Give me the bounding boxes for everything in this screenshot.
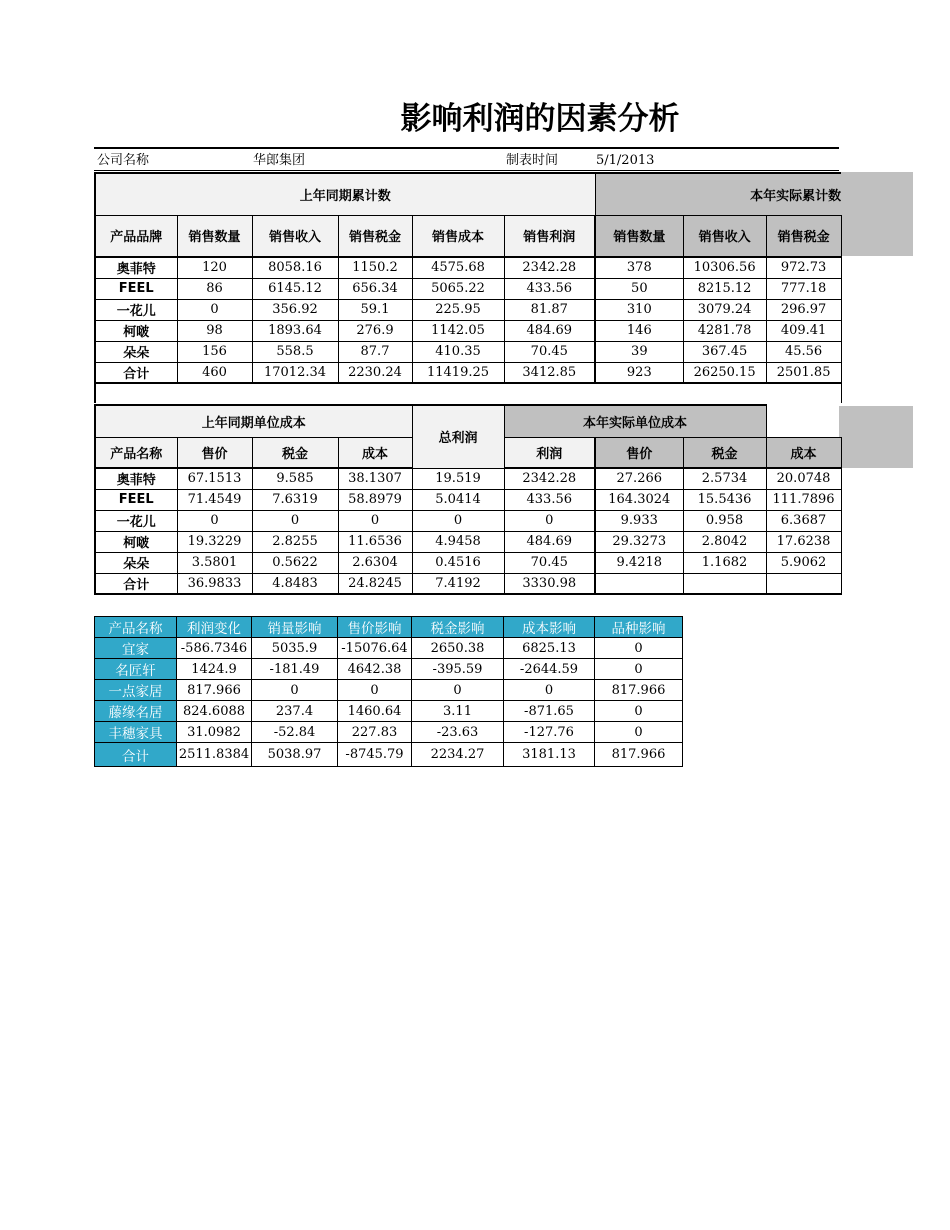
cell: -15076.64 (338, 638, 412, 659)
cell: 5.9062 (766, 552, 841, 573)
cell: 5.0414 (412, 489, 504, 510)
info-rule (94, 170, 839, 171)
cell: 2342.28 (504, 468, 595, 489)
table-row (95, 743, 683, 767)
cell: 8215.12 (683, 278, 766, 299)
cell: 9.933 (595, 510, 683, 531)
cell: 5038.97 (252, 743, 338, 767)
cell: 7.6319 (252, 489, 338, 510)
table2-header-overflow (839, 406, 913, 468)
col-header: 成本 (338, 437, 412, 468)
cell: 409.41 (766, 320, 841, 341)
table-row (95, 552, 841, 573)
cell: 0 (252, 510, 338, 531)
col-header: 税金 (683, 437, 766, 468)
col-header: 利润 (504, 437, 595, 468)
cell: 70.45 (504, 341, 595, 362)
cell: -8745.79 (338, 743, 412, 767)
row-label: 合计 (95, 743, 177, 767)
date-value: 5/1/2013 (596, 153, 655, 168)
cell (766, 573, 841, 594)
cell: 45.56 (766, 341, 841, 362)
cell: 3330.98 (504, 573, 595, 594)
cell: -52.84 (252, 722, 338, 743)
col-header: 销售收入 (683, 215, 766, 257)
table-row (95, 510, 841, 531)
title-rule (94, 147, 839, 149)
cell: -586.7346 (177, 638, 252, 659)
row-label: 柯啵 (95, 531, 177, 552)
col-header: 销售数量 (177, 215, 252, 257)
cell: 36.9833 (177, 573, 252, 594)
company-label: 公司名称 (97, 153, 150, 168)
cell: 0 (252, 680, 338, 701)
cell: 4.9458 (412, 531, 504, 552)
cell: 120 (177, 257, 252, 278)
cell: 50 (595, 278, 683, 299)
col-header: 利润变化 (177, 617, 252, 638)
cell: 29.3273 (595, 531, 683, 552)
cell: 0 (338, 510, 412, 531)
table-row (95, 489, 841, 510)
cell: 817.966 (177, 680, 252, 701)
cell: 2.8042 (683, 531, 766, 552)
table-row (95, 320, 841, 341)
cell: 19.3229 (177, 531, 252, 552)
cell (595, 573, 683, 594)
cell: 20.0748 (766, 468, 841, 489)
cell: 9.4218 (595, 552, 683, 573)
cell: 0.958 (683, 510, 766, 531)
table-row (95, 573, 841, 594)
row-label: 一点家居 (95, 680, 177, 701)
cell: 2511.8384 (177, 743, 252, 767)
group-header-this-year: 本年实际累计数 (595, 173, 841, 215)
row-label: 一花儿 (95, 510, 177, 531)
cell (683, 573, 766, 594)
cell: 3181.13 (504, 743, 595, 767)
cell: 558.5 (252, 341, 338, 362)
date-label: 制表时间 (506, 153, 559, 168)
table-row (95, 468, 841, 489)
cell: 0 (504, 680, 595, 701)
cell: 4.8483 (252, 573, 338, 594)
cell: 484.69 (504, 531, 595, 552)
cell: 11.6536 (338, 531, 412, 552)
cell: 2342.28 (504, 257, 595, 278)
group-header-last-year-unit: 上年同期单位成本 (95, 405, 412, 437)
cell: 0 (412, 510, 504, 531)
table-row (95, 722, 683, 743)
cell: 4642.38 (338, 659, 412, 680)
col-header: 销售利润 (504, 215, 595, 257)
page-title: 影响利润的因素分析 (400, 101, 680, 137)
col-header: 售价影响 (338, 617, 412, 638)
cell: 86 (177, 278, 252, 299)
col-header: 销售收入 (252, 215, 338, 257)
cell: 5065.22 (412, 278, 504, 299)
col-header: 销售税金 (338, 215, 412, 257)
col-header: 销售数量 (595, 215, 683, 257)
group-header-last-year: 上年同期累计数 (95, 173, 595, 215)
company-value: 华郎集团 (253, 153, 306, 168)
cell: 4281.78 (683, 320, 766, 341)
row-label: 名匠轩 (95, 659, 177, 680)
cell: 2234.27 (412, 743, 504, 767)
cell: 0 (177, 299, 252, 320)
cell: 15.5436 (683, 489, 766, 510)
cell: 10306.56 (683, 257, 766, 278)
col-header: 产品名称 (95, 617, 177, 638)
table-profit-factors (94, 616, 683, 767)
table-row (95, 659, 683, 680)
cell: 296.97 (766, 299, 841, 320)
table-row (95, 680, 683, 701)
total-profit-header: 总利润 (412, 405, 504, 468)
cell: 817.966 (595, 743, 683, 767)
cell: 2.5734 (683, 468, 766, 489)
cell: 9.585 (252, 468, 338, 489)
cell: 410.35 (412, 341, 504, 362)
table-row (95, 531, 841, 552)
row-label: 柯啵 (95, 320, 177, 341)
cell: -127.76 (504, 722, 595, 743)
cell: 0 (595, 659, 683, 680)
cell: 1150.2 (338, 257, 412, 278)
cell: 2501.85 (766, 362, 841, 383)
table1-header-overflow (839, 172, 913, 256)
cell: 378 (595, 257, 683, 278)
cell: 0 (595, 722, 683, 743)
cell: 6145.12 (252, 278, 338, 299)
col-header: 税金 (252, 437, 338, 468)
cell: 19.519 (412, 468, 504, 489)
cell: 824.6088 (177, 701, 252, 722)
cell: 58.8979 (338, 489, 412, 510)
cell: 17012.34 (252, 362, 338, 383)
table-row (95, 257, 841, 278)
cell: 111.7896 (766, 489, 841, 510)
cell: 5035.9 (252, 638, 338, 659)
table-cumulative (94, 172, 842, 403)
spacer-cell (95, 383, 841, 403)
cell: 146 (595, 320, 683, 341)
cell: 225.95 (412, 299, 504, 320)
cell: 8058.16 (252, 257, 338, 278)
cell: 39 (595, 341, 683, 362)
cell: -871.65 (504, 701, 595, 722)
cell: 6.3687 (766, 510, 841, 531)
cell: 24.8245 (338, 573, 412, 594)
col-header: 售价 (595, 437, 683, 468)
cell: 1460.64 (338, 701, 412, 722)
table-row (95, 638, 683, 659)
cell: 817.966 (595, 680, 683, 701)
row-label: 藤缘名居 (95, 701, 177, 722)
cell: 0.4516 (412, 552, 504, 573)
cell: 67.1513 (177, 468, 252, 489)
table-row (95, 362, 841, 383)
cell: 3079.24 (683, 299, 766, 320)
cell: 2.6304 (338, 552, 412, 573)
cell: 923 (595, 362, 683, 383)
cell: 656.34 (338, 278, 412, 299)
col-header: 产品品牌 (95, 215, 177, 257)
row-label: 奥菲特 (95, 468, 177, 489)
col-header: 产品名称 (95, 437, 177, 468)
cell: 3.5801 (177, 552, 252, 573)
cell: -23.63 (412, 722, 504, 743)
cell: 484.69 (504, 320, 595, 341)
col-header: 成本 (766, 437, 841, 468)
col-header: 销售税金 (766, 215, 841, 257)
cell: 6825.13 (504, 638, 595, 659)
cell: 972.73 (766, 257, 841, 278)
cell: 356.92 (252, 299, 338, 320)
cell: 777.18 (766, 278, 841, 299)
cell: 4575.68 (412, 257, 504, 278)
col-header: 售价 (177, 437, 252, 468)
cell: 59.1 (338, 299, 412, 320)
table-row (95, 701, 683, 722)
row-label: 宜家 (95, 638, 177, 659)
cell: 164.3024 (595, 489, 683, 510)
cell: 11419.25 (412, 362, 504, 383)
row-label: FEEL (95, 278, 177, 299)
cell: 3412.85 (504, 362, 595, 383)
col-header: 税金影响 (412, 617, 504, 638)
cell: 70.45 (504, 552, 595, 573)
row-label: 合计 (95, 573, 177, 594)
cell: 98 (177, 320, 252, 341)
cell: 0 (412, 680, 504, 701)
cell: 310 (595, 299, 683, 320)
cell: -2644.59 (504, 659, 595, 680)
row-label: 合计 (95, 362, 177, 383)
cell: 0 (338, 680, 412, 701)
row-label: 朵朵 (95, 341, 177, 362)
row-label: FEEL (95, 489, 177, 510)
col-header: 成本影响 (504, 617, 595, 638)
cell: 0 (177, 510, 252, 531)
cell: 0 (595, 638, 683, 659)
table-unit-cost (94, 404, 842, 595)
cell: 1142.05 (412, 320, 504, 341)
table-row (95, 278, 841, 299)
cell: 17.6238 (766, 531, 841, 552)
row-label: 丰穗家具 (95, 722, 177, 743)
group-header-this-year-unit: 本年实际单位成本 (504, 405, 766, 437)
col-header: 销售成本 (412, 215, 504, 257)
cell: 156 (177, 341, 252, 362)
row-label: 一花儿 (95, 299, 177, 320)
cell: 87.7 (338, 341, 412, 362)
cell: 237.4 (252, 701, 338, 722)
cell: 433.56 (504, 278, 595, 299)
row-label: 朵朵 (95, 552, 177, 573)
table-row (95, 299, 841, 320)
cell: 0 (595, 701, 683, 722)
cell: 433.56 (504, 489, 595, 510)
cell: 2650.38 (412, 638, 504, 659)
cell: 2.8255 (252, 531, 338, 552)
cell: 276.9 (338, 320, 412, 341)
cell: 27.266 (595, 468, 683, 489)
col-header: 品种影响 (595, 617, 683, 638)
table-row (95, 341, 841, 362)
cell: 38.1307 (338, 468, 412, 489)
row-label: 奥菲特 (95, 257, 177, 278)
cell: 1.1682 (683, 552, 766, 573)
cell: 227.83 (338, 722, 412, 743)
spacer-row (95, 383, 841, 403)
cell: 460 (177, 362, 252, 383)
cell: 0.5622 (252, 552, 338, 573)
cell: 367.45 (683, 341, 766, 362)
cell: 1424.9 (177, 659, 252, 680)
cell: 81.87 (504, 299, 595, 320)
cell: 31.0982 (177, 722, 252, 743)
cell: 2230.24 (338, 362, 412, 383)
cell: 7.4192 (412, 573, 504, 594)
cell: 26250.15 (683, 362, 766, 383)
cell: 0 (504, 510, 595, 531)
cell: 3.11 (412, 701, 504, 722)
cell: -395.59 (412, 659, 504, 680)
col-header: 销量影响 (252, 617, 338, 638)
cell: 1893.64 (252, 320, 338, 341)
cell: 71.4549 (177, 489, 252, 510)
cell: -181.49 (252, 659, 338, 680)
